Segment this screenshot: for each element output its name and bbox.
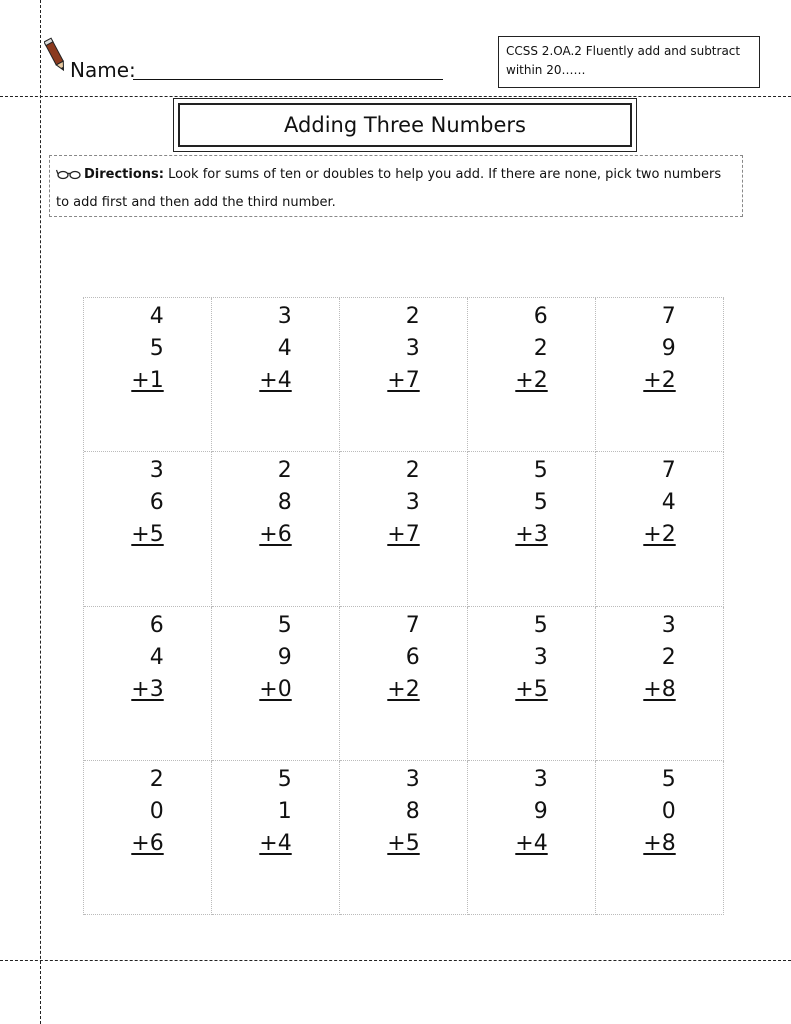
addend: 7 (661, 458, 676, 484)
addend-stack (131, 301, 163, 397)
problem-cell (212, 452, 340, 606)
addend-stack (515, 301, 547, 397)
addend: 5 (661, 766, 676, 792)
problem-cell (212, 761, 340, 915)
addend: 8 (277, 490, 292, 516)
addend-stack (515, 455, 547, 551)
directions-label: Directions: (84, 167, 164, 182)
problem-cell (84, 761, 212, 915)
directions-box (49, 155, 743, 217)
addend-stack (131, 455, 163, 551)
addend: 5 (533, 458, 548, 484)
addend: 5 (533, 612, 548, 638)
name-field[interactable] (133, 79, 443, 80)
standard-box (498, 36, 760, 88)
addend-with-plus: +3 (131, 676, 164, 702)
addend-with-plus: +0 (259, 676, 292, 702)
page-title: Adding Three Numbers (178, 103, 632, 147)
problem-cell (468, 761, 596, 915)
top-cut-line (0, 96, 791, 97)
problem-cell (468, 452, 596, 606)
addend-with-plus: +5 (515, 676, 548, 702)
addend-with-plus: +1 (131, 368, 164, 393)
addend: 5 (277, 612, 292, 638)
addend: 5 (149, 336, 164, 361)
addend: 2 (661, 644, 676, 670)
problem-cell (468, 298, 596, 452)
glasses-icon (56, 164, 82, 190)
addend-with-plus: +4 (259, 368, 292, 393)
problem-cell (596, 607, 724, 761)
addend-stack (643, 764, 675, 860)
problem-grid (83, 297, 724, 915)
vertical-cut-line (40, 0, 41, 1024)
addend-stack (643, 301, 675, 397)
addend: 9 (277, 644, 292, 670)
addend: 7 (405, 612, 420, 638)
addend: 6 (149, 612, 164, 638)
addend: 2 (149, 766, 164, 792)
addend: 3 (149, 458, 164, 484)
standard-line-2: within 20…… (506, 63, 586, 77)
addend-with-plus: +4 (515, 830, 548, 856)
name-label: Name: (70, 58, 136, 82)
problem-cell (212, 298, 340, 452)
addend: 3 (405, 490, 420, 516)
addend: 3 (533, 766, 548, 792)
addend-stack (387, 301, 419, 397)
addend: 7 (661, 304, 676, 329)
addend: 3 (405, 766, 420, 792)
addend-stack (643, 455, 675, 551)
addend-with-plus: +5 (387, 830, 420, 856)
addend: 4 (277, 336, 292, 361)
addend-stack (387, 455, 419, 551)
addend: 6 (405, 644, 420, 670)
addend-with-plus: +8 (643, 676, 676, 702)
addend-stack (515, 610, 547, 706)
addend-stack (259, 764, 291, 860)
addend-with-plus: +7 (387, 368, 420, 393)
addend-with-plus: +2 (515, 368, 548, 393)
addend: 3 (277, 304, 292, 329)
problem-cell (84, 298, 212, 452)
addend: 9 (533, 798, 548, 824)
addend: 6 (533, 304, 548, 329)
problem-cell (340, 452, 468, 606)
problem-cell (84, 452, 212, 606)
addend: 6 (149, 490, 164, 516)
addend: 2 (405, 458, 420, 484)
directions-text: Look for sums of ten or doubles to help you add. If there are none, pick two numbers to add first and then add the third number. (56, 167, 722, 210)
addend: 3 (533, 644, 548, 670)
problem-cell (212, 607, 340, 761)
addend: 5 (533, 490, 548, 516)
addend: 4 (149, 644, 164, 670)
addend-with-plus: +6 (131, 830, 164, 856)
problem-cell (84, 607, 212, 761)
problem-cell (340, 761, 468, 915)
addend-stack (387, 764, 419, 860)
addend-stack (259, 610, 291, 706)
addend-stack (131, 764, 163, 860)
addend: 2 (405, 304, 420, 329)
addend-with-plus: +2 (643, 368, 676, 393)
problem-cell (468, 607, 596, 761)
addend-with-plus: +7 (387, 522, 420, 548)
addend-with-plus: +2 (643, 522, 676, 548)
problem-cell (596, 452, 724, 606)
addend: 1 (277, 798, 292, 824)
addend-with-plus: +6 (259, 522, 292, 548)
addend: 3 (405, 336, 420, 361)
pencil-icon (44, 36, 68, 76)
addend: 4 (661, 490, 676, 516)
addend-with-plus: +2 (387, 676, 420, 702)
addend: 0 (661, 798, 676, 824)
title-box (173, 98, 637, 152)
addend: 0 (149, 798, 164, 824)
addend-with-plus: +4 (259, 830, 292, 856)
addend: 4 (149, 304, 164, 329)
addend-stack (131, 610, 163, 706)
addend: 9 (661, 336, 676, 361)
addend: 3 (661, 612, 676, 638)
addend-stack (259, 301, 291, 397)
problem-cell (596, 298, 724, 452)
problem-cell (340, 607, 468, 761)
addend-stack (387, 610, 419, 706)
addend: 2 (533, 336, 548, 361)
addend-stack (259, 455, 291, 551)
bottom-cut-line (0, 960, 791, 961)
addend: 2 (277, 458, 292, 484)
addend-stack (515, 764, 547, 860)
addend-stack (643, 610, 675, 706)
standard-line-1: CCSS 2.OA.2 Fluently add and subtract (506, 44, 741, 58)
addend: 8 (405, 798, 420, 824)
addend: 5 (277, 766, 292, 792)
problem-cell (340, 298, 468, 452)
addend-with-plus: +3 (515, 522, 548, 548)
problem-cell (596, 761, 724, 915)
addend-with-plus: +8 (643, 830, 676, 856)
addend-with-plus: +5 (131, 522, 164, 548)
